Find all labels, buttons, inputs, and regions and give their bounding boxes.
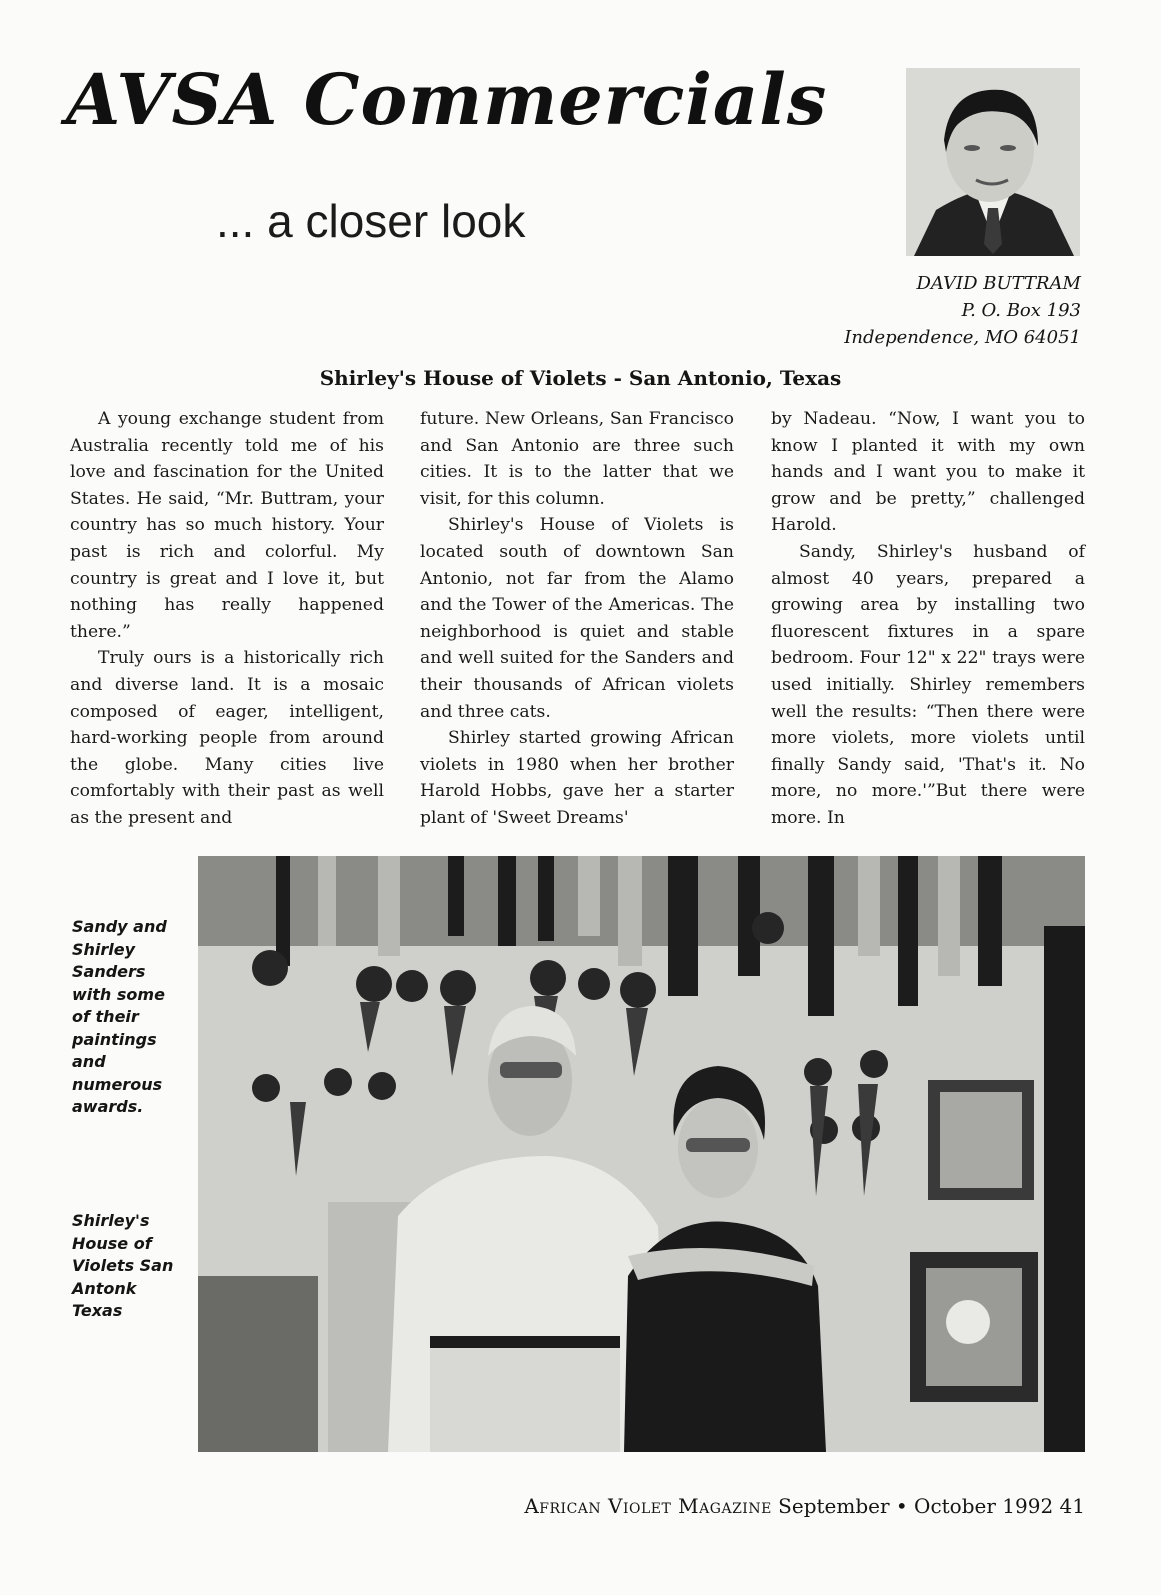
page-footer [524, 1494, 1085, 1518]
paragraph: A young exchange student from Australia recently told me of his love and fascination for the United States. He said, “Mr. Buttram, your country has so much history. Your past is rich and colorful. My country is great and I love it, but nothing has really happened there.” [70, 409, 384, 642]
article-column-3 [771, 406, 1085, 832]
page-title: AVSA Commercials [66, 58, 828, 141]
article-column-2 [420, 406, 734, 832]
paragraph: Shirley started growing African violets in 1980 when her brother Harold Hobbs, gave her a starter plant of 'Sweet Dreams' [420, 728, 734, 828]
author-address-line1: P. O. Box 193 [961, 300, 1081, 321]
paragraph: Truly ours is a historically rich and diverse land. It is a mosaic composed of eager, intelligent, hard-working people from around the globe. Many cities live comfortably with their past as well as the present and [70, 648, 384, 828]
issue-date: September • October 1992 [778, 1494, 1054, 1518]
author-portrait-graphic [906, 68, 1080, 256]
photo-caption-location: Shirley's House of Violets San Antonk Texas [72, 1211, 174, 1320]
photo-graphic [198, 856, 1085, 1452]
author-portrait [906, 68, 1080, 256]
paragraph: future. New Orleans, San Francisco and San Antonio are three such cities. It is to the latter that we visit, for this column. [420, 409, 734, 509]
article-column-1 [70, 406, 384, 832]
article-heading: Shirley's House of Violets - San Antonio, Texas [319, 366, 842, 390]
author-address-line2: Independence, MO 64051 [844, 327, 1081, 348]
paragraph: by Nadeau. “Now, I want you to know I planted it with my own hands and I want you to make it grow and be pretty,” challenged Harold. [771, 409, 1085, 536]
author-name: DAVID BUTTRAM [916, 273, 1081, 294]
paragraph: Shirley's House of Violets is located south of downtown San Antonio, not far from the Alamo and the Tower of the Americas. The neighborhood is quiet and stable and well suited for the Sanders and their thousands of African violets and three cats. [420, 515, 734, 722]
author-byline [844, 270, 1081, 351]
page-number: 41 [1059, 1494, 1085, 1518]
page-subtitle: ... a closer look [216, 195, 526, 247]
photo-caption: Sandy and Shirley Sanders with some of their paintings and numerous awards. [72, 917, 167, 1116]
paragraph: Sandy, Shirley's husband of almost 40 years, prepared a growing area by installing two fluorescent fixtures in a spare bedroom. Four 12" x 22" trays were used initially. Shirley remembers well the results: “Then there were more violets, more violets until finally Sandy said, 'That's it. No more, no more.'”But there were more. In [771, 541, 1085, 828]
magazine-name: African Violet Magazine [524, 1494, 772, 1518]
article-photo [198, 856, 1085, 1452]
